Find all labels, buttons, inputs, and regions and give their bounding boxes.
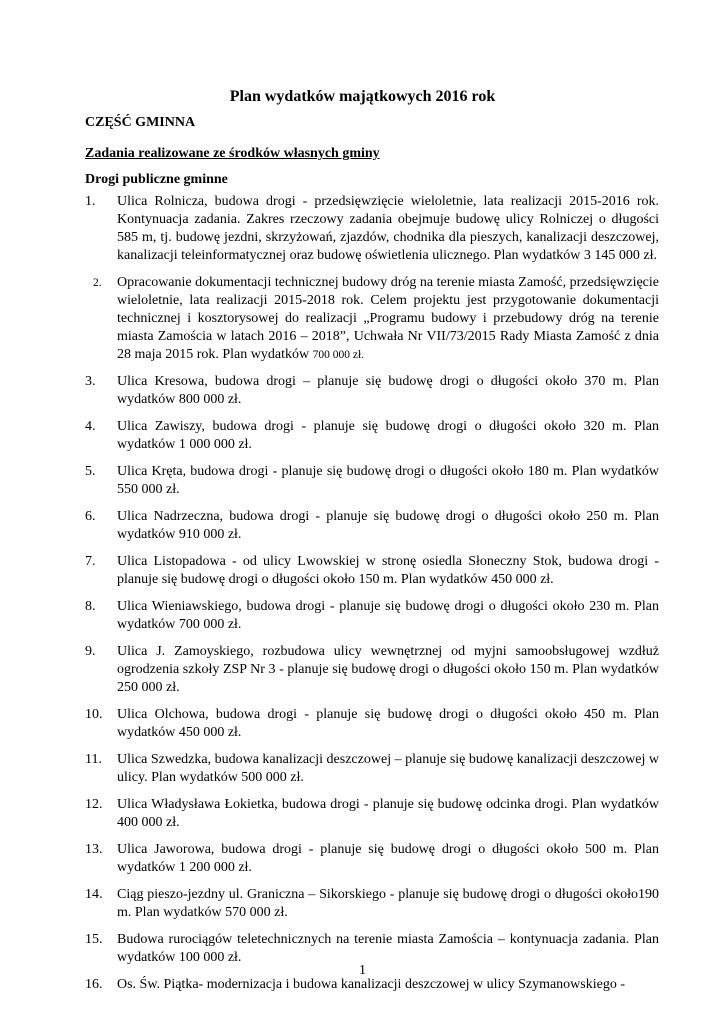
item-number: 1. xyxy=(85,194,96,209)
list-item xyxy=(85,193,659,265)
part-heading: CZĘŚĆ GMINNA xyxy=(85,115,196,130)
list-item xyxy=(85,373,659,409)
list-item xyxy=(85,796,659,832)
item-number: 16. xyxy=(85,977,103,992)
item-text: Ulica Władysława Łokietka, budowa drogi - planuje się budowę odcinka drogi. Plan wydatków 400 000 zł. xyxy=(117,797,659,830)
item-text: Ulica Kresowa, budowa drogi – planuje się budowę drogi o długości około 370 m. Plan wydatków 800 000 zł. xyxy=(117,374,659,407)
item-text: Ulica Zawiszy, budowa drogi - planuje się budowę drogi o długości około 320 m. Plan wydatków 1 000 000 zł. xyxy=(117,419,659,452)
item-text: Ulica Rolnicza, budowa drogi - przedsięwzięcie wieloletnie, lata realizacji 2015-2016 rok. Kontynuacja zadania. Zakres rzeczowy zadania obejmuje budowę ulicy Rolniczej o długości 585 m, tj. budowę jezdni, skrzyżowań, zjazdów, chodnika dla pieszych, kanalizacji deszczowej, kanalizacji teleinformatycznej oraz budowę oświetlenia ulicznego. Plan wydatków 3 145 000 zł. xyxy=(117,194,659,263)
item-text: Opracowanie dokumentacji technicznej budowy dróg na terenie miasta Zamość, przedsięwzięcie wieloletnie, lata realizacji 2015-2018 rok. Celem projektu jest przygotowanie dokumentacji technicznej i kosztorysowej do realizacji „Programu budowy i przebudowy dróg na terenie miasta Zamościa w latach 2016 – 2018”, Uchwała Nr VII/73/2015 Rady Miasta Zamość z dnia 28 maja 2015 rok. Plan wydatków xyxy=(117,275,659,362)
item-number: 10. xyxy=(85,707,103,722)
item-number: 5. xyxy=(85,464,96,479)
item-number: 7. xyxy=(85,554,96,569)
item-number: 3. xyxy=(85,374,96,389)
page-number: 1 xyxy=(359,963,366,978)
item-number: 15. xyxy=(85,932,103,947)
item-number: 2. xyxy=(93,277,102,289)
list-item xyxy=(85,598,659,634)
item-text: Ulica J. Zamoyskiego, rozbudowa ulicy wewnętrznej od myjni samoobsługowej wzdłuż ogrodzenia szkoły ZSP Nr 3 - planuje się budowę drogi o długości około 150 m. Plan wydatków 250 000 zł. xyxy=(117,644,659,695)
item-amount: 700 000 zł. xyxy=(312,349,365,361)
list-item xyxy=(85,643,659,697)
item-number: 9. xyxy=(85,644,96,659)
subtitle-heading: Zadania realizowane ze środków własnych gminy xyxy=(85,146,380,161)
item-number: 12. xyxy=(85,797,103,812)
item-text: Ulica Kręta, budowa drogi - planuje się budowę drogi o długości około 180 m. Plan wydatków 550 000 zł. xyxy=(117,464,659,497)
item-text: Ulica Olchowa, budowa drogi - planuje się budowę drogi o długości około 450 m. Plan wydatków 450 000 zł. xyxy=(117,707,659,740)
list-item xyxy=(85,751,659,787)
list-item xyxy=(85,706,659,742)
section-heading: Drogi publiczne gminne xyxy=(85,172,228,187)
item-text: Os. Św. Piątka- modernizacja i budowa kanalizacji deszczowej w ulicy Szymanowskiego - xyxy=(117,977,625,992)
list-item xyxy=(85,463,659,499)
item-text: Ulica Szwedzka, budowa kanalizacji deszczowej – planuje się budowę kanalizacji deszczowej w ulicy. Plan wydatków 500 000 zł. xyxy=(117,752,659,785)
list-item xyxy=(85,931,659,967)
list-item xyxy=(85,841,659,877)
item-number: 8. xyxy=(85,599,96,614)
list-item xyxy=(85,418,659,454)
list-item xyxy=(85,274,659,364)
task-list xyxy=(85,193,659,1003)
item-number: 4. xyxy=(85,419,96,434)
item-text: Ulica Jaworowa, budowa drogi - planuje się budowę drogi o długości około 500 m. Plan wydatków 1 200 000 zł. xyxy=(117,842,659,875)
list-item xyxy=(85,508,659,544)
item-text: Ulica Wieniawskiego, budowa drogi - planuje się budowę drogi o długości około 230 m. Plan wydatków 700 000 zł. xyxy=(117,599,659,632)
item-number: 11. xyxy=(85,752,102,767)
page-title: Plan wydatków majątkowych 2016 rok xyxy=(229,88,496,105)
item-text: Budowa rurociągów teletechnicznych na terenie miasta Zamościa – kontynuacja zadania. Plan wydatków 100 000 zł. xyxy=(117,932,659,965)
item-text: Ulica Nadrzeczna, budowa drogi - planuje się budowę drogi o długości około 250 m. Plan wydatków 910 000 zł. xyxy=(117,509,659,542)
item-number: 6. xyxy=(85,509,96,524)
item-text: Ciąg pieszo-jezdny ul. Graniczna – Sikorskiego - planuje się budowę drogi o długości około190 m. Plan wydatków 570 000 zł. xyxy=(117,887,659,920)
list-item xyxy=(85,886,659,922)
item-number: 13. xyxy=(85,842,103,857)
list-item xyxy=(85,553,659,589)
item-number: 14. xyxy=(85,887,103,902)
item-text: Ulica Listopadowa - od ulicy Lwowskiej w stronę osiedla Słoneczny Stok, budowa drogi - planuje się budowę drogi o długości około 150 m. Plan wydatków 450 000 zł. xyxy=(117,554,659,587)
